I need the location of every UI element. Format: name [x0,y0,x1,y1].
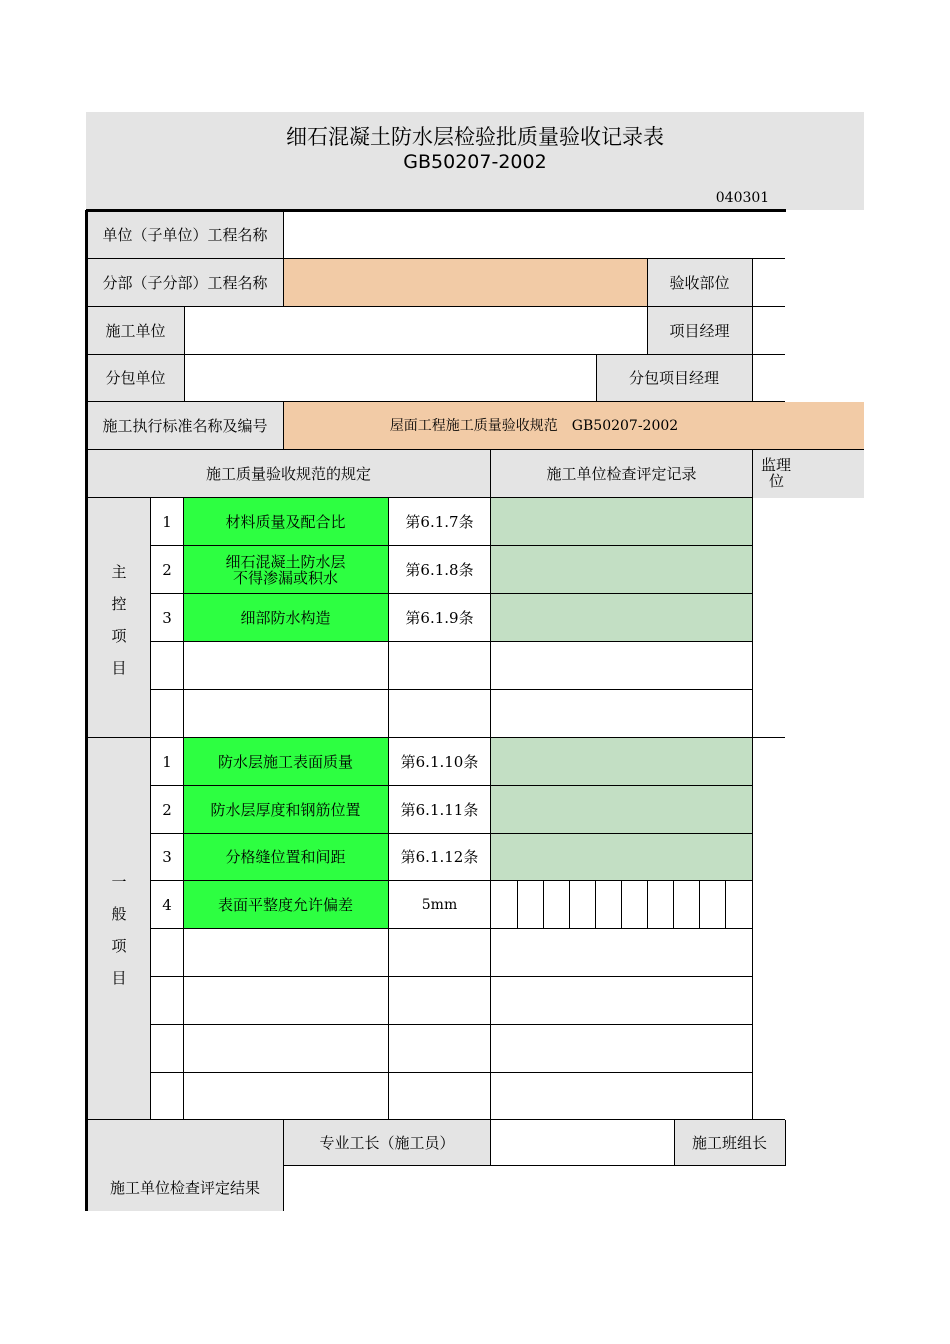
general-item-4-tolerance: 5mm [421,896,458,913]
standard-value: 屋面工程施工质量验收规范 GB50207-2002 [389,417,679,434]
general-item-4-name: 表面平整度允许偏差 [217,895,353,914]
general-record-1[interactable] [491,738,752,786]
general-item-3-name: 分格缝位置和间距 [225,848,346,866]
hline [151,1072,752,1073]
record-column-header: 施工单位检查评定记录 [546,464,697,483]
main-item-2-name-line1: 细石混凝土防水层 [225,553,346,571]
main-record-1[interactable] [491,498,752,546]
general-record-3[interactable] [491,834,752,881]
general-label-char: 目 [111,969,127,987]
subcontract-unit-label: 分包单位 [105,369,166,387]
form-standard: GB50207-2002 [403,150,547,173]
construction-unit-label: 施工单位 [105,321,166,340]
general-item-2-name: 防水层厚度和钢筋位置 [210,800,361,819]
vline [752,498,753,1120]
main-label-char: 控 [111,595,127,613]
measure-grid-line [725,881,726,929]
unit-project-label: 单位（子单位）工程名称 [102,226,268,244]
foreman-label: 专业工长（施工员） [319,1133,455,1152]
vline [283,259,284,307]
subcontract-unit-input[interactable] [185,355,596,401]
project-manager-label: 项目经理 [669,321,730,340]
measure-grid-line [517,881,518,929]
result-label: 施工单位检查评定结果 [109,1179,260,1197]
foreman-input[interactable] [491,1120,674,1165]
form-title: 细石混凝土防水层检验批质量验收记录表 [286,124,664,149]
general-item-3-num: 3 [162,848,172,866]
measure-grid-line [647,881,648,929]
spec-column-header: 施工质量验收规范的规定 [205,464,371,483]
measure-grid-line [621,881,622,929]
main-item-1-name: 材料质量及配合比 [225,512,346,531]
general-item-2-clause: 第6.1.11条 [400,800,479,819]
general-item-3-clause: 第6.1.12条 [400,848,479,866]
general-item-1-name: 防水层施工表面质量 [217,752,353,771]
form-code: 040301 [715,189,770,206]
hline [151,976,752,977]
main-item-2-clause: 第6.1.8条 [405,560,474,579]
measure-grid-line [595,881,596,929]
vline [490,498,491,1120]
sub-project-label: 分部（子分部）工程名称 [102,273,268,292]
construction-unit-input[interactable] [185,307,647,354]
main-item-2-num: 2 [162,560,172,579]
hline [151,1024,752,1025]
general-item-1-num: 1 [162,752,172,771]
general-record-2[interactable] [491,786,752,834]
main-item-3-name: 细部防水构造 [240,608,331,627]
main-item-1-num: 1 [162,512,172,531]
inspection-part-input[interactable] [753,259,785,306]
main-record-3[interactable] [491,594,752,642]
general-item-4-num: 4 [162,895,172,914]
main-item-3-num: 3 [162,608,172,627]
supervisor-column-header [753,450,792,498]
supervisor-header-line1: 监理 [761,456,792,474]
inspection-part-label: 验收部位 [669,273,730,292]
sub-project-input[interactable] [283,259,647,307]
measure-grid-line [699,881,700,929]
general-label-char: 一 [111,873,127,891]
main-item-1-clause: 第6.1.7条 [405,512,474,531]
measure-grid-line [673,881,674,929]
main-items-label [87,555,151,685]
main-label-char: 项 [111,627,127,645]
team-leader-label: 施工班组长 [691,1133,767,1152]
main-label-char: 目 [111,659,127,677]
general-label-char: 项 [111,937,127,955]
unit-project-input[interactable] [284,212,785,258]
general-label-char: 般 [111,905,127,923]
main-item-3-clause: 第6.1.9条 [405,608,474,627]
general-items-label [87,865,151,995]
main-label-char: 主 [111,563,127,581]
measure-grid-line [569,881,570,929]
supervisor-header-line2: 位 [769,472,785,490]
result-input[interactable] [284,1166,785,1211]
subcontract-manager-label: 分包项目经理 [628,369,719,387]
vline [785,1120,786,1166]
measure-grid-line [543,881,544,929]
general-item-2-num: 2 [162,800,172,819]
main-record-2[interactable] [491,546,752,594]
standard-label: 施工执行标准名称及编号 [102,416,268,435]
main-item-2-name-line2: 不得渗漏或积水 [232,569,338,587]
hline [151,689,752,690]
general-item-1-clause: 第6.1.10条 [400,752,479,771]
main-item-2-name [183,546,388,594]
